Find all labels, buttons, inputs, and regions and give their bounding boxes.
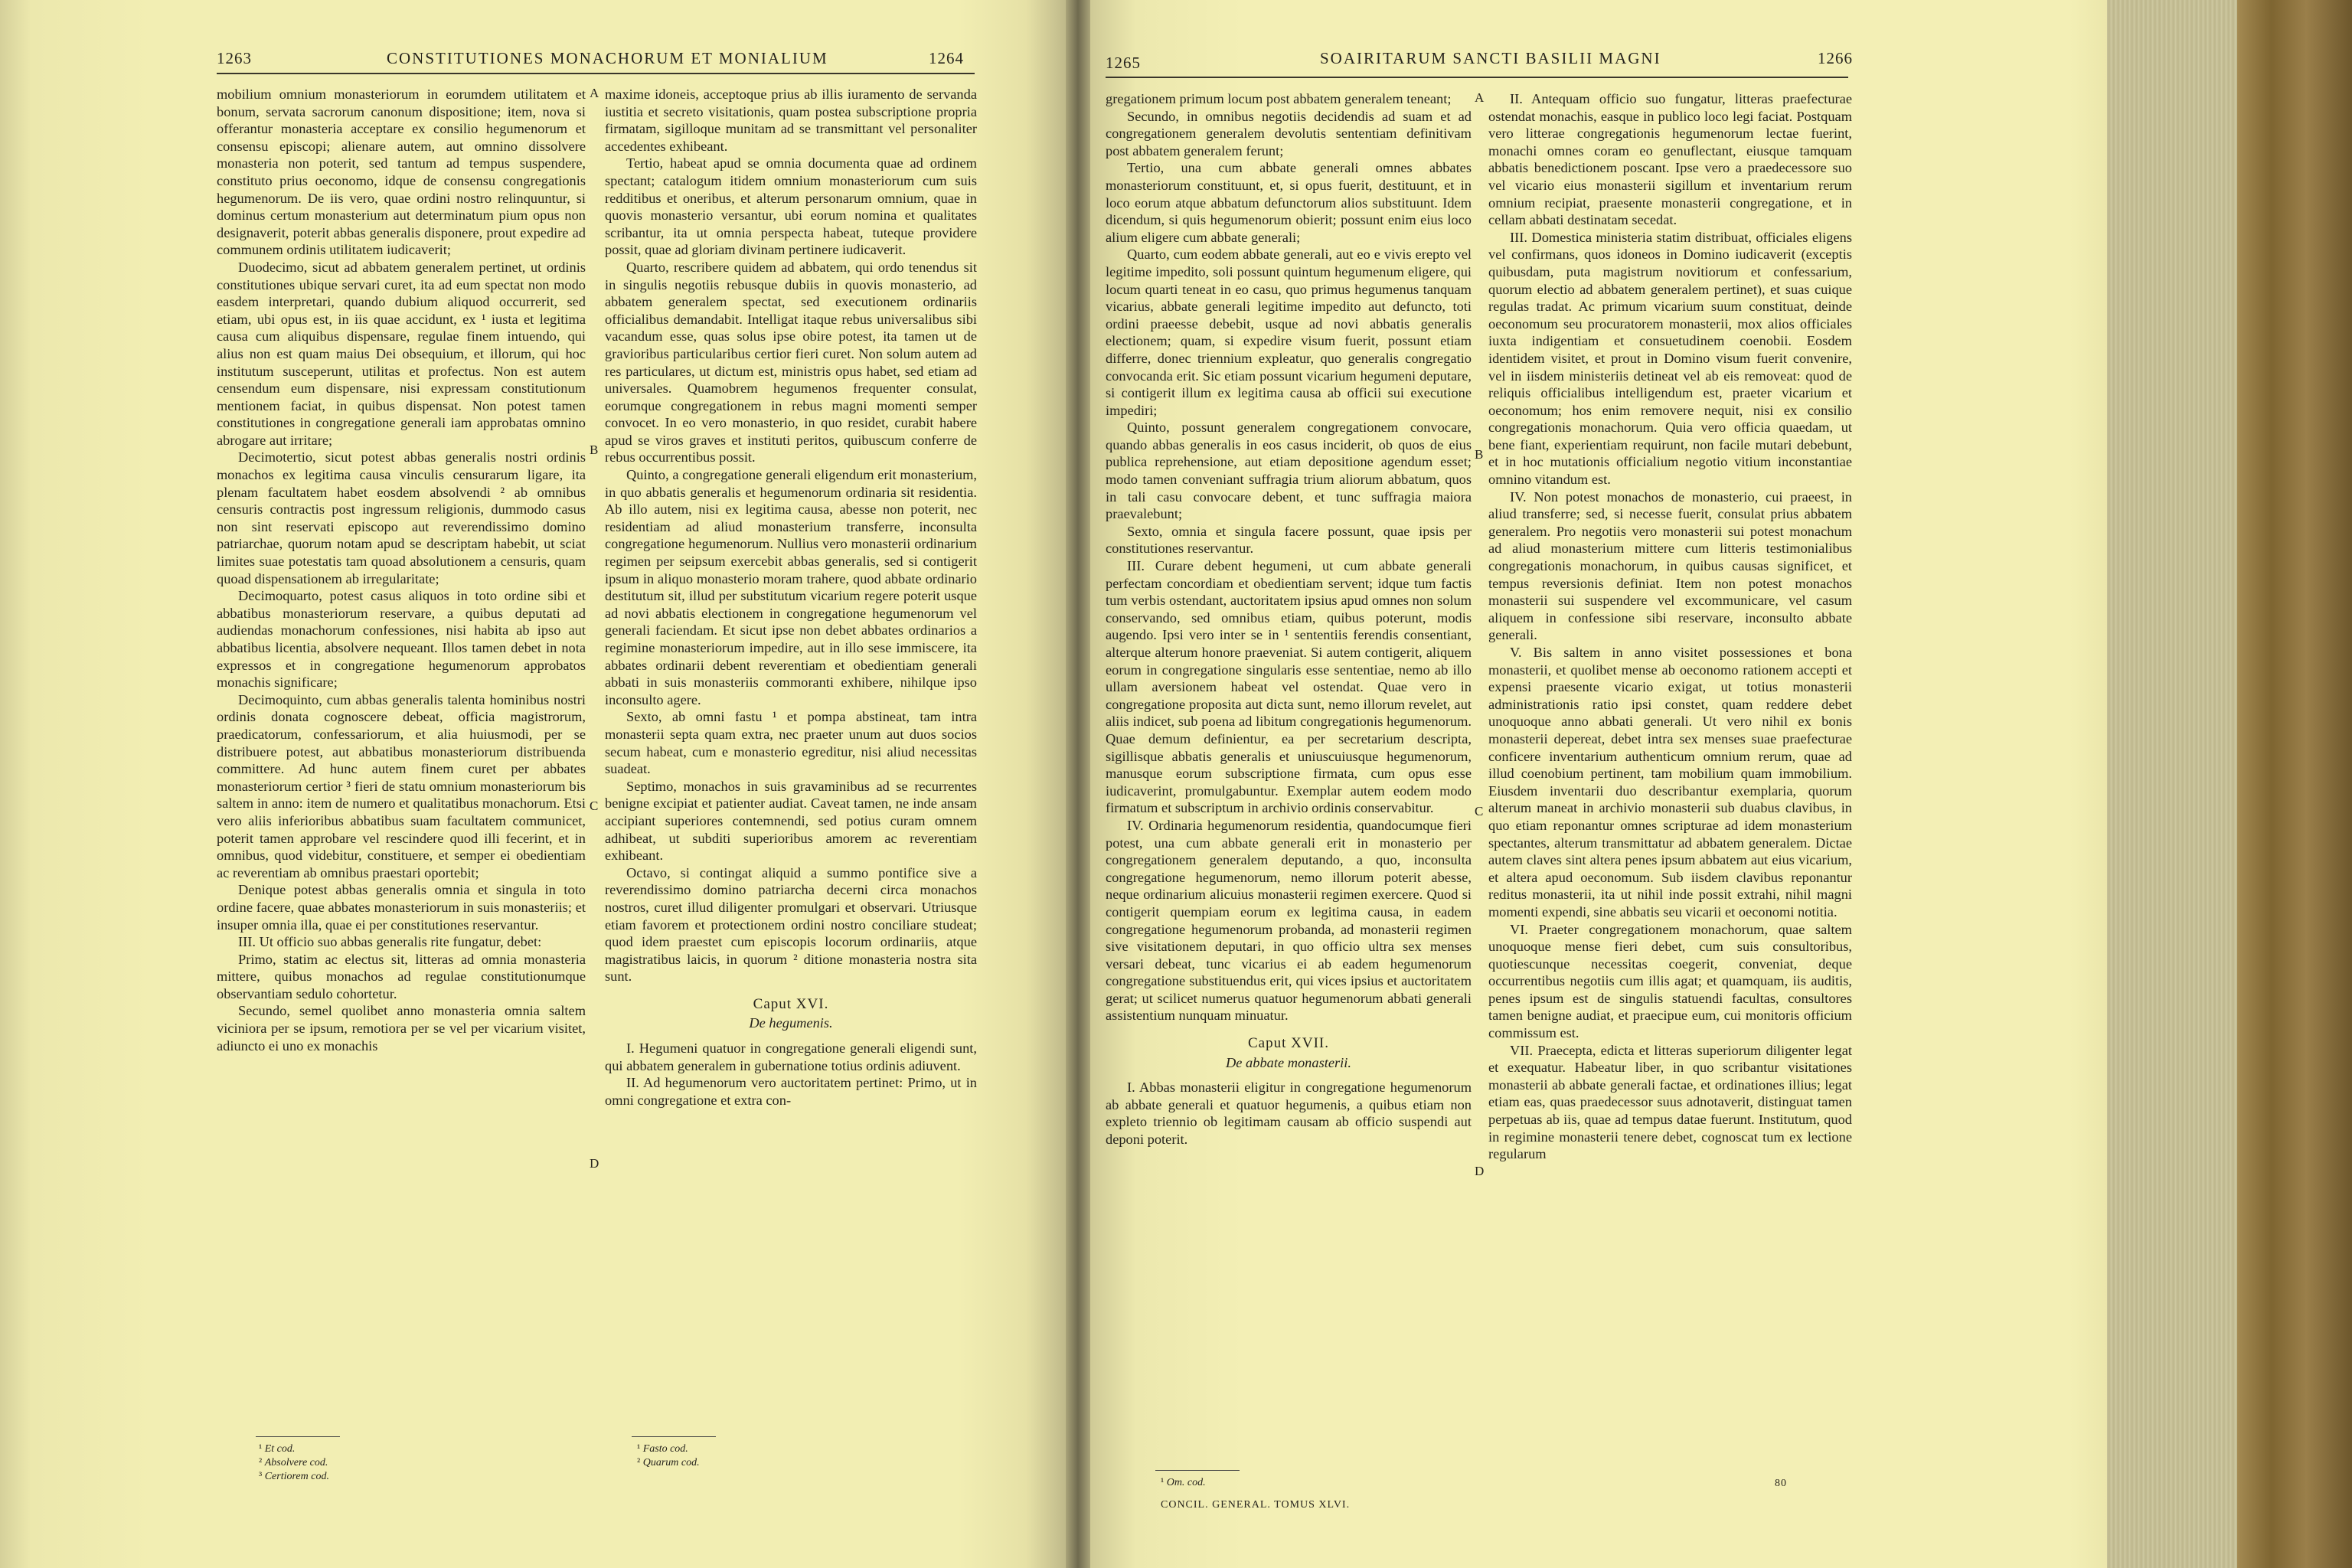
footnote-rule [256, 1436, 340, 1437]
paragraph: Quarto, cum eodem abbate generali, aut eo e vivis erepto vel legitime impedito, soli possunt quintum hegumenum eligere, qui locum quarti teneat in eo casu, quo primus hegumenus tanquam vicarius, abbate generali legitime impedito aut defuncto, toti ordini praeesse debebit, usque ad novi abbatis generalis electionem; quam, si expedire visum fuerit, possunt etiam differre, donec triennium expleatur, quo generalis congregatio convocanda erit. Sic etiam possunt vicarium hegumeni deputare, si contigerit illum ex legitima causa ab officii sui executione impediri; [1106, 247, 1472, 418]
paragraph: Octavo, si contingat aliquid a summo pontifice sive a reverendissimo domino patriarcha decerni circa monachos nostros, curet illud diligenter promulgari et observari. Utriusque etiam favorem et protectionem ordini nostro conciliare studeat; quod idem praestet cum episcopis locorum ordinariis, atque magistratibus laicis, in quorum ² ditione monasteria nostra sita sunt. [605, 864, 977, 985]
paragraph: II. Ad hegumenorum vero auctoritatem pertinet: Primo, ut in omni congregatione et extra con- [605, 1075, 977, 1108]
paragraph: III. Curare debent hegumeni, ut cum abbate generali perfectam concordiam et obedientiam servent; idque tum factis tum verbis ostendant, auctoritatem ipsius apud omnes non solum conservando, sed omnibus etiam, quibus poterunt, modis augendo. Ipsi vero inter se in ¹ sententiis ferendis consentiant, alterque alterum honore praeveniat. Si autem contigerit, aliquem eorum in congregatione singularis esse sententiae, nemo ab illo ullam aversionem habeat vel ostendat. Quae vero in congregatione proposita aut dicta sunt, nemo illorum revelet, aut aliis indicet, sub poena ad libitum congregationis hegumenorum. Quae demum definientur, ea per secretarium descripta, sigillisque abbatis generalis et uniuscuiusque hegumenorum, manusque eorum subscriptione firmata, cum opus esse iudicaverint, promulgabuntur. Exemplar autem eodem modo firmatum et subscriptum in archivio ordinis conservabitur. [1106, 558, 1472, 816]
paragraph: I. Hegumeni quatuor in congregatione generali eligendi sunt, qui abbatem generalem in gubernatione totius ordinis adiuvent. [605, 1040, 977, 1073]
footnote: ¹ Fasto cod. [637, 1443, 688, 1455]
footnote: ¹ Om. cod. [1161, 1477, 1206, 1488]
paragraph: Secundo, semel quolibet anno monasteria omnia saltem viciniora per se ipsum, remotiora per se vel per vicarium visitet, adiuncto ei uno ex monachis [217, 1003, 586, 1054]
paragraph: VI. Praeter congregationem monachorum, quae saltem unoquoque mense fieri debet, cum suis consultoribus, quotiescunque necessitas coegerit, conveniat, deque occurrentibus negotiis cum illis agat; et quamquam, iis auditis, penes ipsum est de singulis statuendi facultas, consultores tamen benigne audiat, et praecipue eum, cui monitoris officium commissum est. [1488, 921, 1852, 1041]
page-number-1265: 1265 [1106, 54, 1141, 72]
paragraph: III. Domestica ministeria statim distribuat, officiales eligens vel confirmans, quos idoneos in Domino iudicaverit (exceptis quibusdam, puta magistrum novitiorum et confessarium, quorum electio ad abbatem generalem pertinet), et suas cuique regulas tradat. Ac primum vicarium suum constituat, deinde oeconomum seu procuratorem monasterii, mox alios officiales iuxta indigentiam et consuetudinem coenobii. Eosdem identidem visitet, et prout in Domino visum fuerit convenire, vel in iisdem ministeriis detineat vel ab eis removeat: quod de reliquis officialibus intelligendum est, praeter vicarium et oeconomum; hos enim removere nequit, nisi ex consilio congregationis monachorum. Quia vero officia quaedam, ut bene fiant, experientiam requirunt, non facile mutari debebunt, et in hoc mutationis officialium negotio vitium inconstantiae omnino vitandum est. [1488, 229, 1852, 488]
paragraph: V. Bis saltem in anno visitet possessiones et bona monasterii, et quolibet mense ab oeconomo rationem accepti et expensi praesente vicario exigat, ut totius monasterii administrationis ratio ipsi constet, quam reddere debet unoquoque anno abbati generali. Ut vero nihil ex bonis monasterii depereat, debet intra sex menses suae praefecturae conficere inventarium authenticum omnium rerum, quae ad illud coenobium pertinent, tam mobilium quam immobilium. Eiusdem inventarii duo describantur exemplaria, quorum alterum maneat in archivio monasterii sub duabus clavibus, in quo etiam reponantur omnes scripturae ad idem monasterium spectantes, alterum transmittatur ad abbatem generalem. Dictae autem claves sint altera penes ipsum abbatem aut eius vicarium, et altera apud oeconomum. Sub iisdem clavibus reponantur reditus monasterii, ita ut nihil inde possit extrahi, nihil magni momenti expendi, sine abbatis seu vicarii et oeconomi notitia. [1488, 645, 1852, 920]
page-number-1266: 1266 [1818, 49, 1853, 67]
footnote: ¹ Et cod. [259, 1443, 296, 1455]
paragraph: Decimotertio, sicut potest abbas generalis nostri ordinis monachos ex legitima causa vinculis censurarum ligare, ita plenam facultatem habet eosdem absolvendi ² ab omnibus censuris contractis post ingressum religionis, dummodo casus non sint reservati episcopo aut reverendissimo domino patriarchae, quorum notam apud se descriptam habebit, ut sciat limites suae potestatis tam quoad absolutionem a censuris, quam quoad dispensationem ab irregularitate; [217, 449, 586, 586]
left-column-2 [605, 86, 977, 1109]
paragraph: Duodecimo, sicut ad abbatem generalem pertinet, ut ordinis constitutiones ubique servari curet, ita ad eum spectat non modo easdem interpretari, quando dubium aliquod occurrerit, sed etiam, ubi opus est, in iis quae accidunt, ex ¹ iusta et legitima causa cum aliquibus dispensare, regulae finem intuendo, qui alius non est quam maius Dei obsequium, et illorum, qui hoc institutum susceperunt, utilitas et profectus. Non est autem censendum eum dispensare, nisi expressam constitutionum mentionem faciat, in quibus dispensat. Non potest tamen constitutiones in congregatione generali iam approbatas omnino abrogare aut irritare; [217, 259, 586, 448]
left-column-1 [217, 86, 586, 1054]
paragraph: Tertio, una cum abbate generali omnes abbates monasteriorum constituunt, et, si opus fuerit, destituunt, et in loco eorum atque abbatum defunctorum alios substituunt. Idem dicendum, si quis hegumenorum obierit; possunt enim eius loco alium eligere cum abbate generali; [1106, 160, 1472, 245]
margin-marker-c: C [1475, 804, 1484, 818]
signature-number: 80 [1775, 1478, 1787, 1489]
header-rule-left [217, 73, 975, 74]
paragraph: Secundo, in omnibus negotiis decidendis ad suam et ad congregationem generalem devolutis sententiam definitivam post abbatem generalem ferunt; [1106, 108, 1472, 158]
paragraph: mobilium omnium monasteriorum in eorumdem utilitatem et bonum, servata sacrorum canonum dispositione; item, nova si offerantur monasteria acceptare ex consilio hegumenorum et consensu episcopi; alienare autem, aut omnino dissolvere monasteria non poterit, sed tantum ad tempus suspendere, constituto prius oeconomo, idque de consensu congregationis hegumenorum. De iis vero, quae ordini nostro relinquuntur, si dominus certum monasterium aut determinatum pium opus non designaverit, poterit abbas generalis disponere, prout expedire ad communem ordinis utilitatem iudicaverit; [217, 87, 586, 258]
footnotes-left-col2 [637, 1442, 700, 1470]
paragraph: Quinto, possunt generalem congregationem convocare, quando abbas generalis in eos casus inciderit, ob quos de eius publica reprehensione, aut etiam depositione agendum esset; modo tamen conveniant suffragia trium aliorum abbatum, quos in tali casu convocare debent, et tunc suffragia maiora praevalebunt; [1106, 420, 1472, 522]
book-cover-edge [2237, 0, 2352, 1568]
paragraph: Quinto, a congregatione generali eligendum erit monasterium, in quo abbatis generalis et hegumenorum ordinaria sit residentia. Ab illo autem, nisi ex legitima causa, abesse non poterit, nec residentiam ad aliud monasterium transferre, inconsulta congregatione hegumenorum. Nullius vero monasterii ordinarium regimen per seipsum exercebit abbas generalis, sed si contigerit ipsum in aliquo monasterio moram trahere, quod abbate ordinario destitutum sit, illud per substitutum vicarium regere poterit usque ad novi abbatis electionem in congregatione hegumenorum vel generali faciendam. Et sicut ipse non debet abbates ordinarios a regimine monasteriorum impedire, aut in illo sese immiscere, ita abbates ordinarii debent reverentiam et obedientiam generali abbati in suis monasteriis commoranti exhibere, nihilque ipso inconsulto agere. [605, 467, 977, 707]
footnote: ³ Certiorem cod. [259, 1471, 329, 1482]
right-column-2 [1488, 90, 1852, 1163]
footnotes-right-col1 [1161, 1476, 1206, 1490]
page-number-1264: 1264 [929, 49, 964, 67]
paragraph: gregationem primum locum post abbatem generalem teneant; [1106, 91, 1452, 106]
margin-marker-b: B [590, 443, 599, 457]
chapter-subtitle: De hegumenis. [749, 1015, 833, 1031]
running-title-right: SOAIRITARUM SANCTI BASILII MAGNI [1320, 49, 1661, 67]
paragraph: Tertio, habeat apud se omnia documenta quae ad ordinem spectant; catalogum itidem omnium monasteriorum cum suis redditibus et oneribus, et alterum personarum omnium, quae in quovis monasterio versantur, ubi eorum nomina et qualitates scribantur, ita ut omnia perspecta habeat, tuteque providere possit, quae ad gloriam divinam pertinere iudicaverit. [605, 155, 977, 258]
right-column-1 [1106, 90, 1472, 1148]
margin-marker-a: A [1475, 90, 1485, 105]
paragraph: Decimoquinto, cum abbas generalis talenta hominibus nostri ordinis donata cognoscere debeat, officia magistrorum, praedicatorum, confessariorum, et alia huiusmodi, per se distribuere potest, aut abbatibus monasteriorum distribuenda committere. Ad hunc autem finem curet per abbates monasteriorum certior ³ fieri de statu omnium monasteriorum bis saltem in anno: item de numero et qualitatibus monachorum. Etsi vero aliis inferioribus abbatibus suam facultatem communicet, poterit tamen approbare vel rescindere quod illi fecerint, et in omnibus, quod videbitur, constituere, et semper ei obedientiam ac reverentiam ab omnibus praestari oportebit; [217, 691, 586, 880]
paragraph: VII. Praecepta, edicta et litteras superiorum diligenter legat et exequatur. Habeatur liber, in quo scribantur visitationes monasterii ab abbate generali factae, et ordinationes illius; legat etiam eas, quas praedecessor suus adnotaverit, distinguat tamen perpetuas ab iis, quae ad tempus datae fuerunt. Institutum, quod in regimine monasterii tenere debet, cognoscat tum ex lectione regularum [1488, 1042, 1852, 1162]
book-gutter [1066, 0, 1090, 1568]
margin-marker-a: A [590, 86, 599, 100]
footnote-rule [1155, 1470, 1240, 1471]
paragraph: III. Ut officio suo abbas generalis rite fungatur, debet: [238, 934, 542, 950]
paragraph: IV. Non potest monachos de monasterio, cui praeest, in aliud transferre; sed, si necesse fuerit, consulat prius abbatem generalem. Pro negotiis vero monasterii sui potest monachum ad aliud monasterium mittere cum litteris testimonialibus congregationis monachorum, in quibus causas significet, et tempus reversionis definiat. Item non potest monachos monasterii sui suspendere vel excommunicare, vel casum aliquem in confessione sibi reservare, inconsulto abbate generali. [1488, 488, 1852, 643]
paragraph: Denique potest abbas generalis omnia et singula in toto ordine facere, quae abbates monasteriorum in suis monasteriis; et insuper omnia illa, quae ei per constitutiones reservantur. [217, 882, 586, 933]
header-rule-right [1106, 77, 1848, 78]
paragraph: Primo, statim ac electus sit, litteras ad omnia monasteria mittere, quibus monachos ad regulae constitutionumque observantiam sedulo cohortetur. [217, 951, 586, 1001]
chapter-heading: Caput XVII. [1248, 1035, 1329, 1052]
margin-marker-c: C [590, 799, 599, 813]
left-page [0, 0, 1066, 1568]
paragraph: IV. Ordinaria hegumenorum residentia, quandocumque fieri potest, una cum abbate generali erit in monasterio per congregationem generalem deputando, a quo, inconsulta congregatione hegumenorum, nemo illorum poterit abesse, neque ordinarium alicuius monasterii regimen exercere. Quod si contigerit quempiam eorum ex legitima causa, in eadem congregatione hegumenorum probanda, ad monasterii regimen sive visitationem deputari, in quo officio ultra sex menses versari debeat, tunc vicarius ei ab eadem hegumenorum congregatione substituendus erit, qui vices ipsius et auctoritatem gerat; ut scilicet numerus quatuor hegumenorum abbati generali assistentium nunquam minuatur. [1106, 817, 1472, 1024]
running-title-left: CONSTITUTIONES MONACHORUM ET MONIALIUM [387, 49, 828, 67]
footnote: ² Quarum cod. [637, 1457, 700, 1468]
paragraph: I. Abbas monasterii eligitur in congregatione hegumenorum ab abbate generali et quatuor hegumenis, a quibus etiam non expleto triennio ob legitimam causam ab officio suspendi aut deponi poterit. [1106, 1080, 1472, 1148]
page-stack-edge [2107, 0, 2352, 1568]
paragraph: maxime idoneis, acceptoque prius ab illis iuramento de servanda iustitia et secreto visitationis, quam postea subscriptione propria firmatam, sigilloque munitam ad se transmittant vel personaliter accedentes exhibeant. [605, 87, 977, 154]
margin-marker-b: B [1475, 447, 1484, 462]
paragraph: Quarto, rescribere quidem ad abbatem, qui ordo tenendus sit in singulis negotiis rebusque dubiis in quovis monasterio, ad abbatem generalem spectat, sed executionem ordinariis officialibus demandabit. Intelligat itaque rebus universalibus sibi vacandum esse, quas solus ipse obire potest, ita tamen ut de gravioribus particularibus certior fieri curet. Non solum autem ad res particulares, ut dictum est, ministris opus habet, sed etiam ad universales. Quamobrem hegumenos frequenter consulat, eorumque congregationem in rebus magni momenti semper convocet. In eo vero monasterio, in quo residet, curabit habere apud se viros graves et instituti peritos, quibuscum conferre de rebus occurrentibus possit. [605, 259, 977, 466]
margin-marker-d: D [590, 1156, 599, 1171]
footnote: ² Absolvere cod. [259, 1457, 328, 1468]
paragraph: Decimoquarto, potest casus aliquos in toto ordine sibi et abbatibus monasteriorum reservare, a quibus deputati ad audiendas monachorum confessiones, nisi habita ab ipso aut abbatibus licentia, absolvere nequeant. Illos tamen debet in nota expressos et in congregatione hegumenorum approbatos monachis significare; [217, 588, 586, 691]
footnote-rule [632, 1436, 716, 1437]
paragraph: II. Antequam officio suo fungatur, litteras praefecturae ostendat monachis, easque in publico loco legi faciat. Postquam vero litterae congregationis hegumenorum lectae fuerint, monachi omnes coram eo genuflectant, eiusque tamquam abbatis benedictionem poscant. Ipse vero a praedecessore suo vel vicario eius monasterii sigillum et inventarium rerum omnium recipiat, praesente monasterii congregatione, et in cellam abbati destinatam secedat. [1488, 91, 1852, 228]
paragraph: Sexto, ab omni fastu ¹ et pompa abstineat, tam intra monasterii septa quam extra, nec praeter unum aut duos socios secum habeat, cum e monasterio egreditur, nisi aliud necessitas suadeat. [605, 709, 977, 777]
signature-line: CONCIL. GENERAL. TOMUS XLVI. [1161, 1499, 1351, 1511]
paragraph: Septimo, monachos in suis gravaminibus ad se recurrentes benigne excipiat et patienter audiat. Caveat tamen, ne inde ansam accipiant superiores contemnendi, sed potius curam omnem adhibeat, ut subditi superioribus amorem ac reverentiam exhibeant. [605, 778, 977, 864]
footnotes-left-col1 [259, 1442, 329, 1484]
chapter-heading: Caput XVI. [753, 995, 829, 1012]
page-number-1263: 1263 [217, 49, 252, 67]
paragraph: Sexto, omnia et singula facere possunt, quae ipsis per constitutiones reservantur. [1106, 523, 1472, 557]
chapter-subtitle: De abbate monasterii. [1226, 1054, 1351, 1070]
margin-marker-d: D [1475, 1164, 1485, 1178]
right-page [1090, 0, 2107, 1568]
